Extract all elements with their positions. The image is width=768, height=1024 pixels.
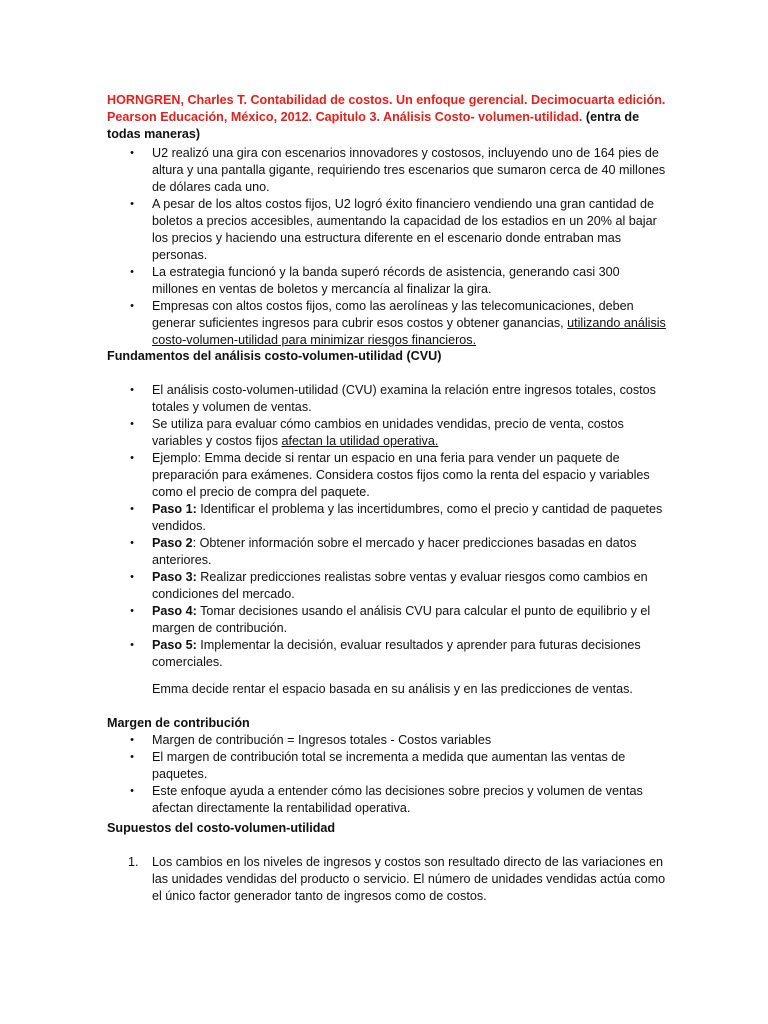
closing-paragraph: Emma decide rentar el espacio basada en su análisis y en las predicciones de ventas. bbox=[152, 682, 633, 696]
list-item-text: La estrategia funcionó y la banda superó récords de asistencia, generando casi 300 millones en ventas de boletos y mercancía al finalizar la gira. bbox=[152, 265, 620, 296]
list-item bbox=[107, 732, 667, 749]
list-item-text: Realizar predicciones realistas sobre ventas y evaluar riesgos como cambios en condiciones del mercado. bbox=[152, 570, 648, 601]
supuestos-numbered-list bbox=[107, 854, 667, 905]
intro-section bbox=[107, 145, 667, 349]
step-label: Paso 2 bbox=[152, 536, 193, 550]
list-item-text: Los cambios en los niveles de ingresos y costos son resultado directo de las variaciones en las unidades vendidas del producto o servicio. El número de unidades vendidas actúa como el único factor generador tanto de ingresos como de costos. bbox=[152, 855, 666, 903]
list-item bbox=[107, 854, 667, 905]
step-label: Paso 3: bbox=[152, 570, 197, 584]
step-label: Paso 5: bbox=[152, 638, 197, 652]
step-label: Paso 4: bbox=[152, 604, 197, 618]
bullet-icon: • bbox=[130, 571, 134, 583]
list-item-text: El margen de contribución total se incrementa a medida que aumentan las ventas de paquetes. bbox=[152, 750, 626, 781]
list-item bbox=[107, 535, 667, 569]
list-item-text: U2 realizó una gira con escenarios innovadores y costosos, incluyendo uno de 164 pies de altura y una pantalla gigante, requiriendo tres escenarios que sumaron cerca de 40 millones de dólares cada uno. bbox=[152, 146, 666, 194]
bullet-icon: • bbox=[130, 147, 134, 159]
list-number: 1. bbox=[128, 855, 139, 869]
list-item bbox=[107, 450, 667, 501]
bullet-icon: • bbox=[130, 384, 134, 396]
fundamentos-section bbox=[107, 348, 667, 365]
citation-note: (entra de todas maneras) bbox=[107, 110, 640, 141]
bullet-icon: • bbox=[130, 266, 134, 278]
bullet-icon: • bbox=[130, 537, 134, 549]
list-item bbox=[107, 196, 667, 264]
fundamentos-bullet-list bbox=[107, 382, 667, 671]
list-item-text: Implementar la decisión, evaluar resultados y aprender para futuras decisiones comerciales. bbox=[152, 638, 641, 669]
list-item bbox=[107, 298, 667, 349]
citation-reference: HORNGREN, Charles T. Contabilidad de costos. Un enfoque gerencial. Decimocuarta edición. Pearson Educación, México, 2012. Capitulo 3. Análisis Costo- volumen-utilidad. bbox=[107, 93, 666, 124]
section-heading: Fundamentos del análisis costo-volumen-utilidad (CVU) bbox=[107, 349, 442, 363]
list-item bbox=[107, 783, 667, 817]
list-item-text: A pesar de los altos costos fijos, U2 logró éxito financiero vendiendo una gran cantidad de boletos a precios accesibles, aumentando la capacidad de los estadios en un 20% al bajar los precios y haciendo una estructura diferente en el escenario donde entraban mas personas. bbox=[152, 197, 657, 262]
list-item bbox=[107, 749, 667, 783]
bullet-icon: • bbox=[130, 503, 134, 515]
bullet-icon: • bbox=[130, 198, 134, 210]
underlined-text: utilizando análisis costo-volumen-utilidad para minimizar riesgos financieros. bbox=[152, 316, 666, 347]
bullet-icon: • bbox=[130, 734, 134, 746]
list-item-text: Margen de contribución = Ingresos totales - Costos variables bbox=[152, 733, 492, 747]
list-item-text: : Obtener información sobre el mercado y hacer predicciones basadas en datos anteriores. bbox=[152, 536, 637, 567]
bullet-icon: • bbox=[130, 751, 134, 763]
list-item-text: Ejemplo: Emma decide si rentar un espacio en una feria para vender un paquete de preparación para exámenes. Considera costos fijos como la renta del espacio y variables como el precio de compra del paquete. bbox=[152, 451, 650, 499]
list-item-text: Empresas con altos costos fijos, como las aerolíneas y las telecomunicaciones, deben generar suficientes ingresos para cubrir esos costos y obtener ganancias, bbox=[152, 299, 634, 330]
list-item bbox=[107, 416, 667, 450]
list-item bbox=[107, 637, 667, 671]
intro-bullet-list bbox=[107, 145, 667, 349]
list-item bbox=[107, 603, 667, 637]
supuestos-section bbox=[107, 820, 667, 837]
bibliographic-citation bbox=[107, 92, 667, 143]
list-item-text: El análisis costo-volumen-utilidad (CVU) examina la relación entre ingresos totales, costos totales y volumen de ventas. bbox=[152, 383, 656, 414]
list-item-text: Tomar decisiones usando el análisis CVU para calcular el punto de equilibrio y el margen de contribución. bbox=[152, 604, 651, 635]
underlined-text: afectan la utilidad operativa. bbox=[281, 434, 439, 448]
section-heading: Margen de contribución bbox=[107, 716, 250, 730]
section-heading: Supuestos del costo-volumen-utilidad bbox=[107, 821, 336, 835]
list-item-text: Identificar el problema y las incertidumbres, como el precio y cantidad de paquetes vendidos. bbox=[152, 502, 663, 533]
step-label: Paso 1: bbox=[152, 502, 197, 516]
list-item bbox=[107, 501, 667, 535]
supuestos-list-section bbox=[107, 854, 667, 905]
fundamentos-closing-section bbox=[107, 681, 667, 698]
margen-bullet-list bbox=[107, 732, 667, 817]
list-item-text: Este enfoque ayuda a entender cómo las decisiones sobre precios y volumen de ventas afectan directamente la rentabilidad operativa. bbox=[152, 784, 643, 815]
bullet-icon: • bbox=[130, 452, 134, 464]
margen-section bbox=[107, 715, 667, 817]
bullet-icon: • bbox=[130, 418, 134, 430]
list-item bbox=[107, 382, 667, 416]
list-item bbox=[107, 569, 667, 603]
bullet-icon: • bbox=[130, 639, 134, 651]
bullet-icon: • bbox=[130, 785, 134, 797]
bullet-icon: • bbox=[130, 300, 134, 312]
list-item bbox=[107, 145, 667, 196]
bullet-icon: • bbox=[130, 605, 134, 617]
list-item bbox=[107, 264, 667, 298]
fundamentos-list-section bbox=[107, 382, 667, 671]
list-item-text: Se utiliza para evaluar cómo cambios en unidades vendidas, precio de venta, costos variables y costos fijos bbox=[152, 417, 624, 448]
